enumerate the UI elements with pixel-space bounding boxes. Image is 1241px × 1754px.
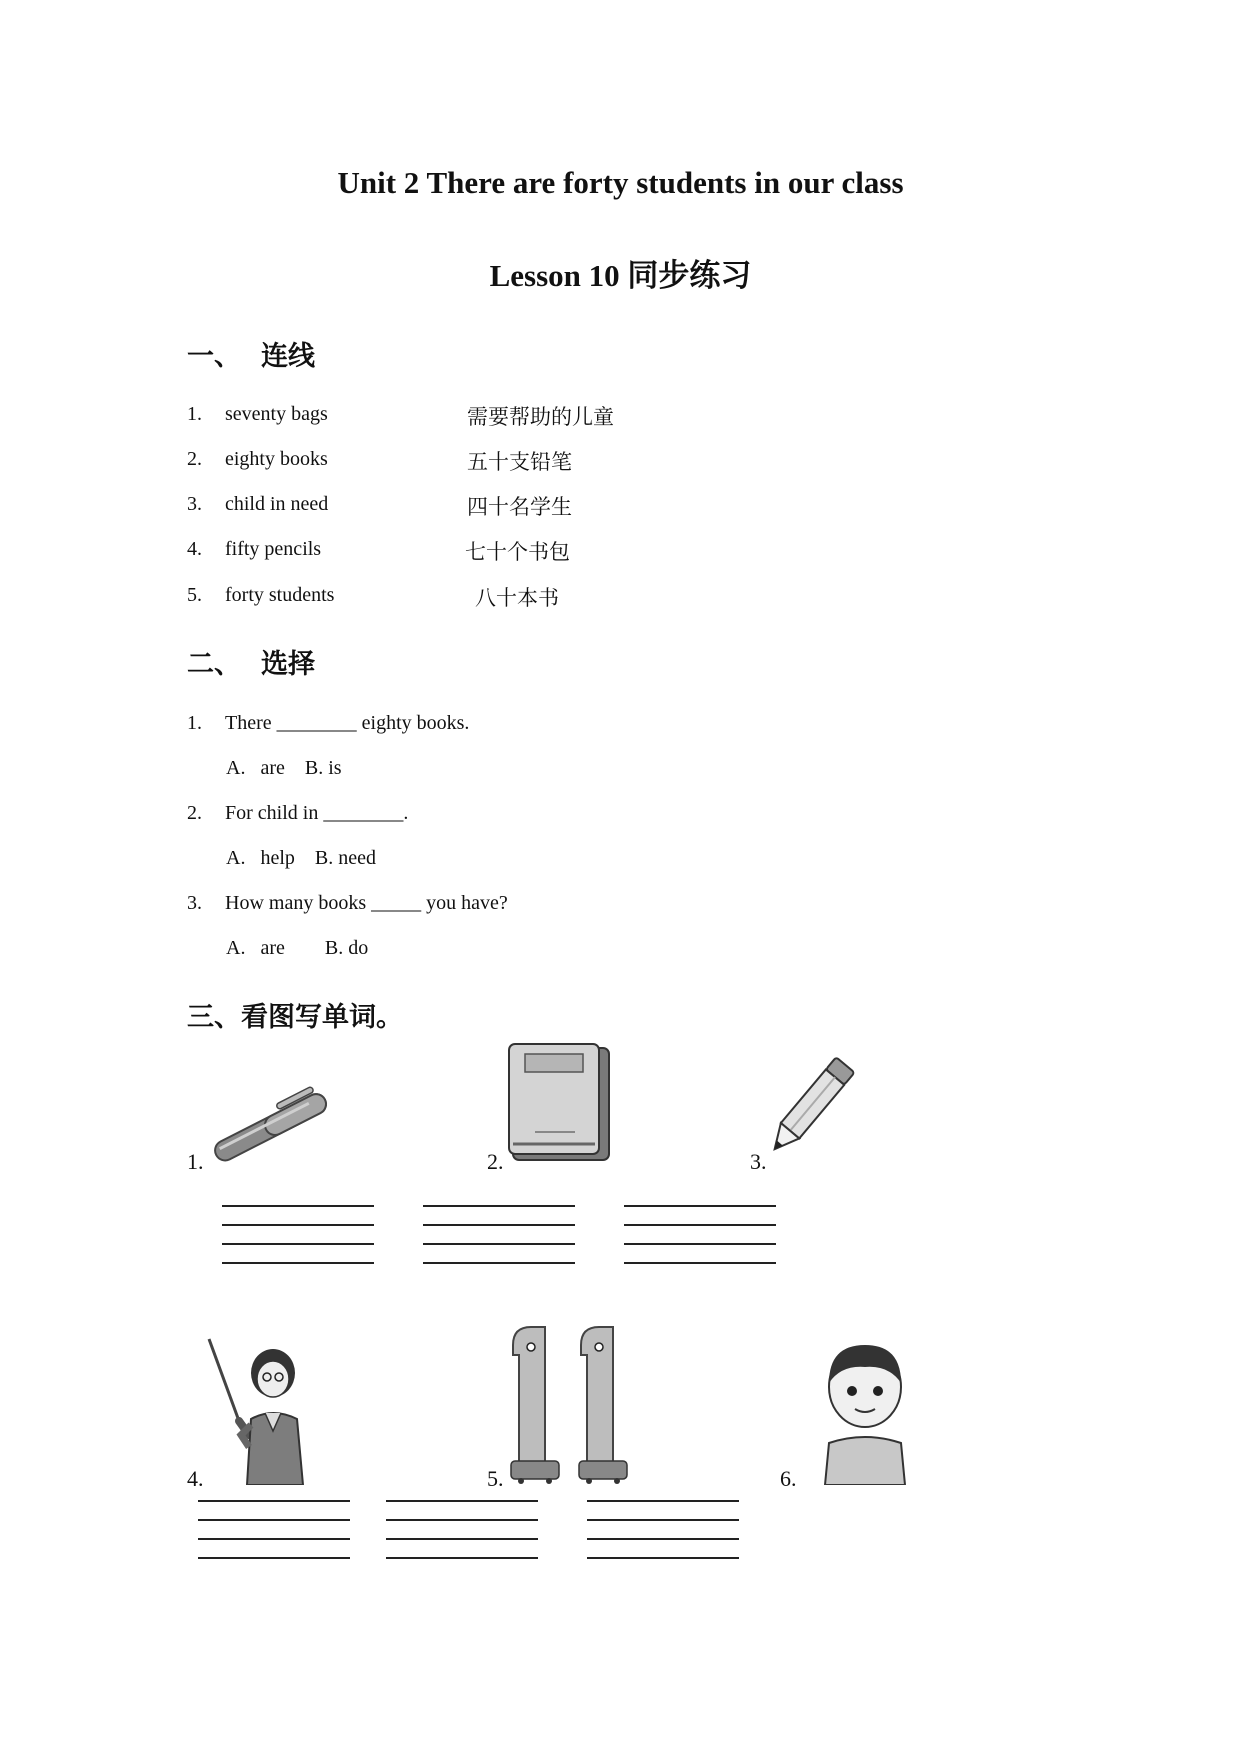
picture-label: 6. xyxy=(780,1466,797,1491)
teacher-icon xyxy=(205,1335,320,1485)
book-icon xyxy=(505,1040,615,1165)
question-options: A. are B. is xyxy=(226,757,342,779)
picture-label: 2. xyxy=(487,1149,504,1174)
match-target: 四十名学生 xyxy=(467,495,572,519)
question-text: 1. There ________ eighty books. xyxy=(187,712,470,734)
section-heading-picture-words: 三、看图写单词。 xyxy=(187,1002,403,1033)
match-target: 五十支铅笔 xyxy=(467,450,572,474)
picture-label: 5. xyxy=(487,1466,504,1491)
list-item: 1. seventy bags xyxy=(187,403,328,425)
list-item: 5. forty students xyxy=(187,584,335,606)
page-subtitle: Lesson 10 同步练习 xyxy=(489,258,752,293)
section-heading-choice: 二、 选择 xyxy=(187,649,315,680)
question-text: 3. How many books _____ you have? xyxy=(187,892,508,914)
list-item: 3. child in need xyxy=(187,493,329,515)
page-title: Unit 2 There are forty students in our class xyxy=(337,165,904,200)
picture-label: 1. xyxy=(187,1149,204,1174)
picture-label: 3. xyxy=(750,1149,767,1174)
question-text: 2. For child in ________. xyxy=(187,802,409,824)
question-options: A. are B. do xyxy=(226,937,369,959)
list-item: 4. fifty pencils xyxy=(187,538,322,560)
picture-label: 4. xyxy=(187,1466,204,1491)
match-target: 八十本书 xyxy=(475,586,559,610)
boy-icon xyxy=(805,1335,925,1485)
match-target: 需要帮助的儿童 xyxy=(467,405,614,429)
match-target: 七十个书包 xyxy=(465,540,570,564)
list-item: 2. eighty books xyxy=(187,448,328,470)
number-eleven-icon xyxy=(505,1325,645,1485)
question-options: A. help B. need xyxy=(226,847,376,869)
pen-icon xyxy=(205,1085,345,1165)
section-heading-matching: 一、 连线 xyxy=(187,341,315,372)
pencil-icon xyxy=(765,1050,855,1165)
